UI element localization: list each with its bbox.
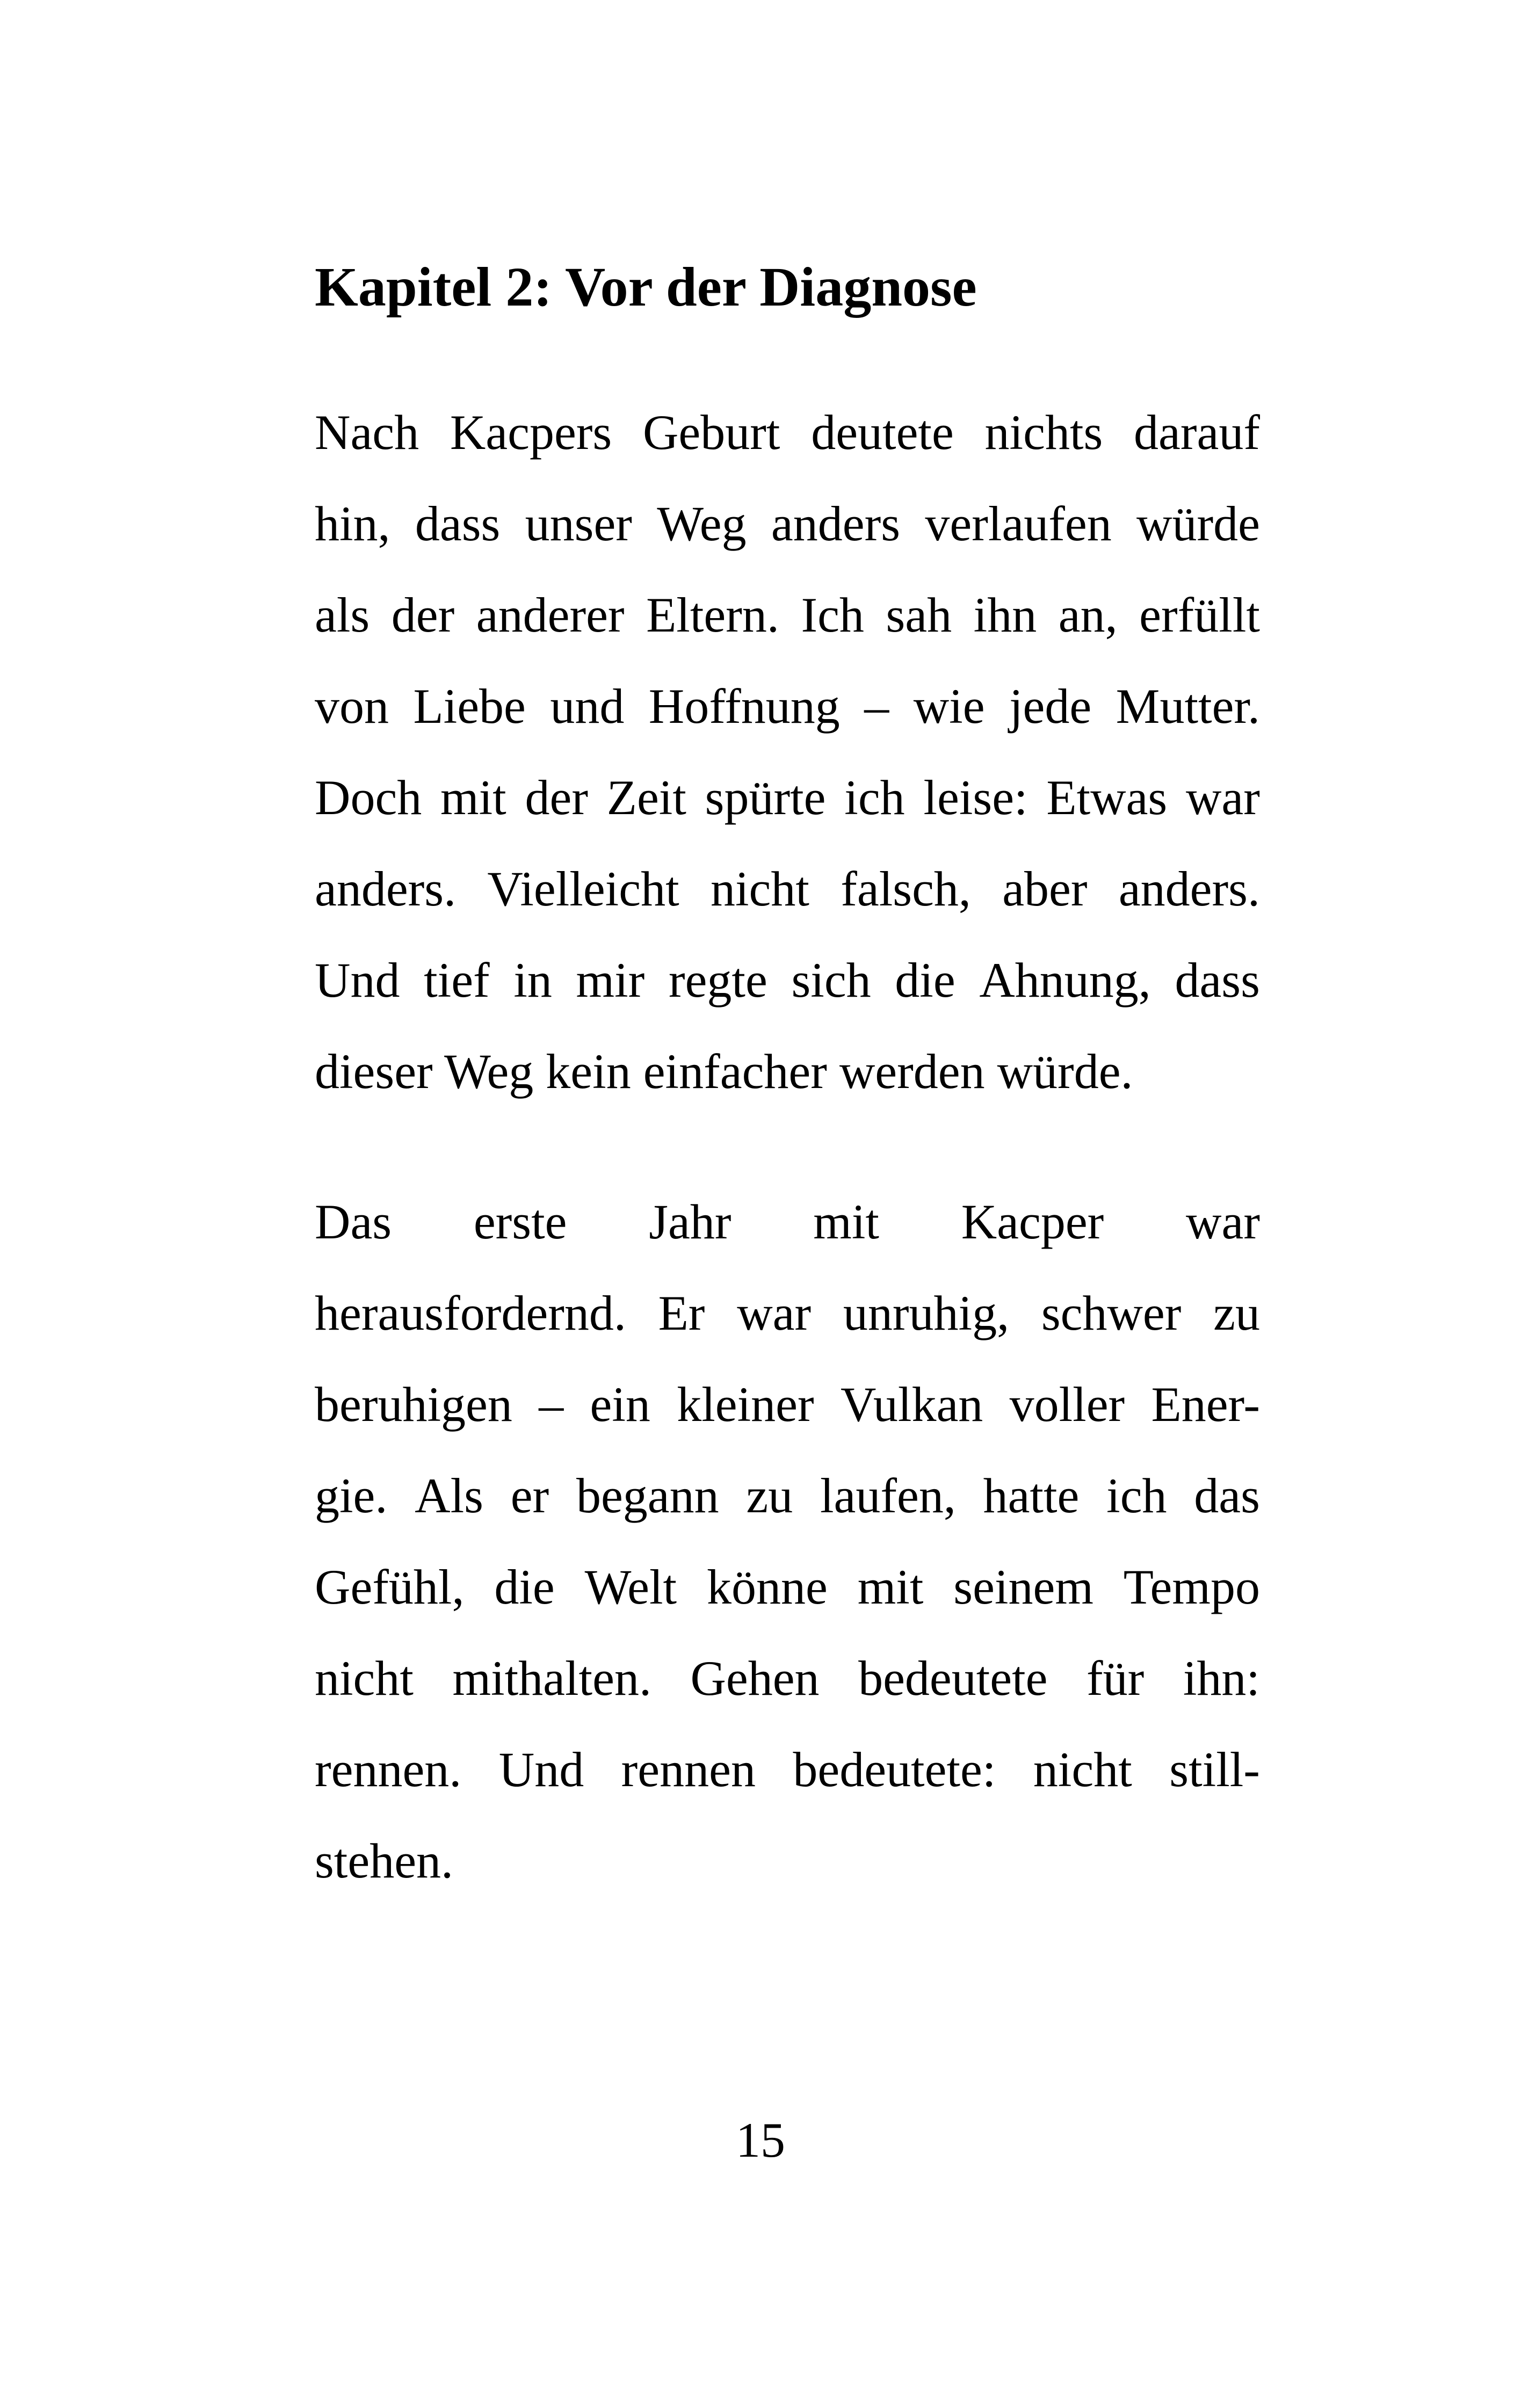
word: hin,: [315, 496, 390, 551]
word: Eltern.: [646, 588, 779, 642]
word: voller: [1009, 1377, 1125, 1432]
word: die: [494, 1560, 555, 1614]
word: hatte: [983, 1468, 1080, 1523]
paragraph: [315, 1176, 1260, 1906]
page-number: 15: [736, 2113, 785, 2167]
word: zu: [746, 1468, 793, 1523]
word: Hoffnung: [648, 679, 840, 734]
word: erfüllt: [1139, 588, 1260, 642]
word: spürte: [705, 770, 826, 825]
text-line: [315, 478, 1260, 569]
word: beruhigen: [315, 1377, 512, 1432]
text-line: [315, 1267, 1260, 1359]
word: könne: [706, 1560, 828, 1614]
text-line: dieser Weg kein einfacher werden würde.: [315, 1044, 1133, 1099]
word: verlaufen: [925, 496, 1112, 551]
word: war: [1185, 770, 1260, 825]
word: mithalten.: [452, 1651, 651, 1706]
word: unser: [525, 496, 632, 551]
text-line: [315, 1724, 1260, 1815]
word: tief: [424, 953, 490, 1007]
word: dass: [415, 496, 501, 551]
word: deutete: [811, 405, 954, 460]
word: –: [539, 1377, 564, 1432]
word: zu: [1213, 1286, 1260, 1340]
word: Er: [658, 1286, 705, 1340]
word: wie: [913, 679, 985, 734]
word: Weg: [657, 496, 747, 551]
word: Ahnung,: [979, 953, 1151, 1007]
word: der: [525, 770, 588, 825]
text-line: [315, 661, 1260, 752]
text-line: [315, 752, 1260, 843]
word: mit: [813, 1194, 879, 1249]
word: aber: [1002, 861, 1088, 916]
word: war: [1186, 1194, 1260, 1249]
word: ihn: [973, 588, 1037, 642]
word: rennen: [621, 1742, 756, 1797]
text-line: [315, 934, 1260, 1026]
word: Mutter.: [1116, 679, 1260, 734]
word: anders: [771, 496, 901, 551]
text-line: [315, 1541, 1260, 1633]
word: ein: [590, 1377, 650, 1432]
word: seinem: [953, 1560, 1093, 1614]
word: Doch: [315, 770, 422, 825]
word: Tempo: [1123, 1560, 1260, 1614]
word: ich: [1106, 1468, 1167, 1523]
paragraph: [315, 387, 1260, 1117]
word: falsch,: [841, 861, 971, 916]
word: ihn:: [1183, 1651, 1260, 1706]
word: Ich: [801, 588, 864, 642]
word: leise:: [923, 770, 1028, 825]
word: nicht: [710, 861, 809, 916]
word: Nach: [315, 405, 419, 460]
text-line: [315, 1633, 1260, 1724]
word: jede: [1009, 679, 1092, 734]
word: Geburt: [642, 405, 780, 460]
word: Etwas: [1046, 770, 1168, 825]
word: das: [1194, 1468, 1260, 1523]
word: darauf: [1134, 405, 1260, 460]
word: Kacper: [961, 1194, 1104, 1249]
word: Kacpers: [450, 405, 612, 460]
word: Das: [315, 1194, 392, 1249]
word: Vulkan: [840, 1377, 983, 1432]
word: schwer: [1041, 1286, 1182, 1340]
word: laufen,: [820, 1468, 956, 1523]
word: mit: [857, 1560, 924, 1614]
word: kleiner: [677, 1377, 814, 1432]
word: Gefühl,: [315, 1560, 465, 1614]
text-line: [315, 387, 1260, 478]
word: Als: [415, 1468, 483, 1523]
word: Welt: [584, 1560, 677, 1614]
word: erste: [473, 1194, 567, 1249]
word: Und: [498, 1742, 584, 1797]
word: gie.: [315, 1468, 388, 1523]
word: Vielleicht: [487, 861, 679, 916]
word: Liebe: [413, 679, 526, 734]
word: Und: [315, 953, 400, 1007]
word: würde: [1136, 496, 1260, 551]
word: Zeit: [606, 770, 686, 825]
word: für: [1087, 1651, 1145, 1706]
text-line: [315, 1176, 1260, 1267]
word: in: [513, 953, 552, 1007]
word: anders.: [315, 861, 457, 916]
text-line: [315, 1359, 1260, 1450]
word: bedeutete: [858, 1651, 1048, 1706]
word: still-: [1169, 1742, 1260, 1797]
word: ich: [844, 770, 905, 825]
chapter-title: Kapitel 2: Vor der Diagnose: [315, 256, 977, 318]
word: der: [391, 588, 455, 642]
word: an,: [1058, 588, 1118, 642]
word: er: [510, 1468, 549, 1523]
word: mir: [576, 953, 645, 1007]
word: dass: [1175, 953, 1260, 1007]
word: Ener-: [1151, 1377, 1260, 1432]
word: und: [550, 679, 625, 734]
word: –: [864, 679, 889, 734]
text-line: [315, 843, 1260, 934]
word: von: [315, 679, 389, 734]
word: begann: [576, 1468, 719, 1523]
word: Jahr: [649, 1194, 731, 1249]
word: war: [737, 1286, 812, 1340]
word: regte: [668, 953, 767, 1007]
word: als: [315, 588, 370, 642]
word: unruhig,: [843, 1286, 1010, 1340]
text-line: stehen.: [315, 1833, 454, 1888]
word: rennen.: [315, 1742, 462, 1797]
word: Gehen: [690, 1651, 820, 1706]
word: mit: [440, 770, 506, 825]
word: anders.: [1118, 861, 1260, 916]
word: sah: [886, 588, 952, 642]
word: nicht: [315, 1651, 414, 1706]
word: anderer: [476, 588, 625, 642]
text-line: [315, 1450, 1260, 1541]
word: sich: [791, 953, 871, 1007]
word: nichts: [984, 405, 1103, 460]
word: bedeutete:: [793, 1742, 996, 1797]
text-line: [315, 569, 1260, 661]
word: herausfordernd.: [315, 1286, 626, 1340]
word: nicht: [1033, 1742, 1132, 1797]
word: die: [895, 953, 955, 1007]
